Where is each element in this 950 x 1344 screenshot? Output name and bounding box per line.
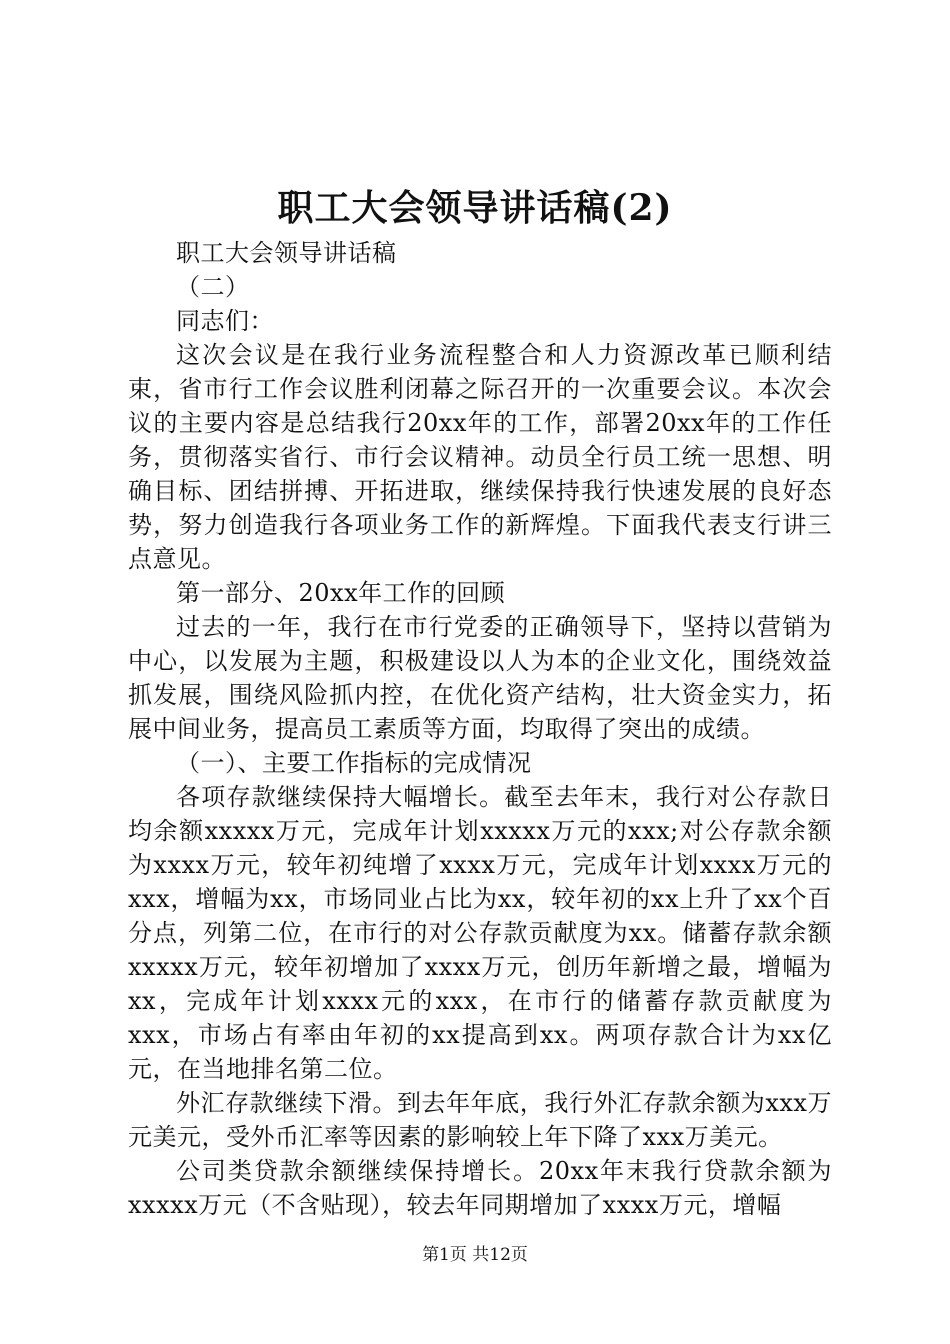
- subtitle-number: （二）: [176, 273, 250, 301]
- salutation: 同志们：: [176, 307, 274, 335]
- section-heading: 第一部分、20xx年工作的回顾: [176, 579, 506, 607]
- subtitle: 职工大会领导讲话稿: [176, 239, 397, 267]
- document-body: [128, 236, 832, 1222]
- paragraph-intro: 这次会议是在我行业务流程整合和人力资源改革已顺利结束，省市行工作会议胜利闭幕之际召开的一次重要会议。本次会议的主要内容是总结我行20xx年的工作，部署20xx年的工作任务，贯彻落实省行、市行会议精神。动员全行员工统一思想、明确目标、团结拼搏、开拓进取，继续保持我行快速发展的良好态势，努力创造我行各项业务工作的新辉煌。下面我代表支行讲三点意见。: [128, 341, 832, 573]
- paragraph-deposits: 各项存款继续保持大幅增长。截至去年末，我行对公存款日均余额xxxxx万元，完成年计划xxxxx万元的xxx;对公存款余额为xxxx万元，较年初纯增了xxxx万元，完成年计划xxxx万元的xxx，增幅为xx，市场同业占比为xx，较年初的xx上升了xx个百分点，列第二位，在市行的对公存款贡献度为xx。储蓄存款余额xxxxx万元，较年初增加了xxxx万元，创历年新增之最，增幅为xx，完成年计划xxxx元的xxx，在市行的储蓄存款贡献度为xxx，市场占有率由年初的xx提高到xx。两项存款合计为xx亿元，在当地排名第二位。: [128, 783, 832, 1083]
- subsection-heading: （一）、主要工作指标的完成情况: [176, 749, 532, 777]
- paragraph-foreign-deposits: 外汇存款继续下滑。到去年年底，我行外汇存款余额为xxx万元美元，受外币汇率等因素的影响较上年下降了xxx万美元。: [128, 1089, 832, 1151]
- paragraph-loans: 公司类贷款余额继续保持增长。20xx年末我行贷款余额为xxxxx万元（不含贴现），较去年同期增加了xxxx万元，增幅: [128, 1157, 832, 1219]
- document-title: 职工大会领导讲话稿(2): [277, 187, 673, 229]
- page-footer: 第1页 共12页: [422, 1245, 528, 1265]
- paragraph-review: 过去的一年，我行在市行党委的正确领导下，坚持以营销为中心，以发展为主题，积极建设以人为本的企业文化，围绕效益抓发展，围绕风险抓内控，在优化资产结构，壮大资金实力，拓展中间业务，提高员工素质等方面，均取得了突出的成绩。: [128, 613, 832, 743]
